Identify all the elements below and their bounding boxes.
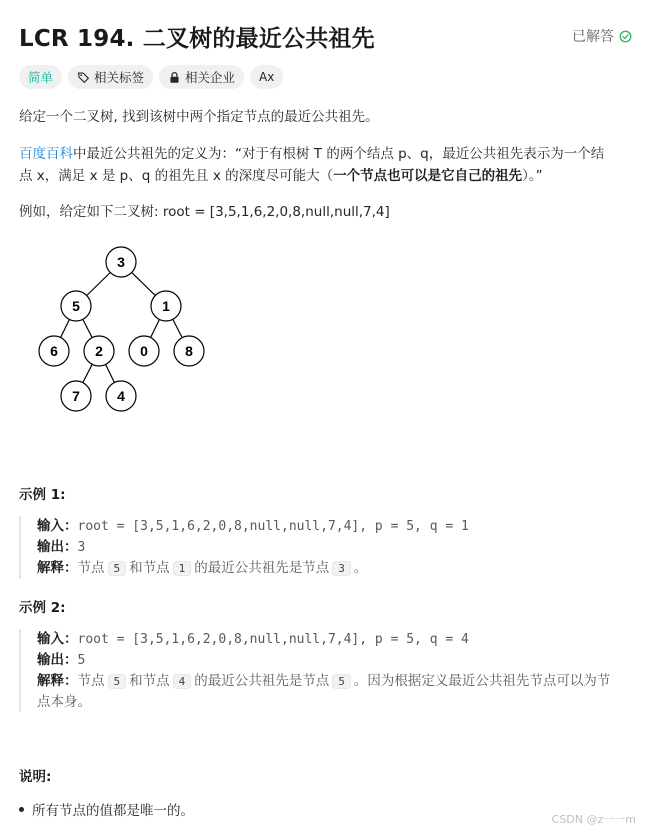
example-output-row — [37, 537, 639, 558]
example-intro: 例如，给定如下二叉树: root = [3,5,1,6,2,0,8,null,null,7,4] — [19, 204, 390, 220]
notes-title: 说明: — [19, 769, 52, 785]
lock-icon — [168, 71, 181, 84]
tree-node — [106, 381, 136, 411]
solved-label: 已解答 — [572, 29, 614, 45]
binary-tree-diagram — [33, 240, 223, 420]
intro-text: 给定一个二叉树, 找到该树中两个指定节点的最近公共祖先。 — [19, 109, 379, 125]
bullet-icon — [19, 807, 24, 812]
inline-code: 5 — [108, 561, 127, 576]
tree-node — [106, 247, 136, 277]
watermark: CSDN @z一一m — [551, 813, 636, 826]
problem-title: LCR 194. 二叉树的最近公共祖先 — [19, 26, 375, 52]
svg-text:2: 2 — [95, 343, 103, 359]
definition-bold: 一个节点也可以是它自己的祖先 — [333, 168, 523, 184]
explain-text: 和节点 — [129, 673, 170, 689]
notes-list-item — [19, 799, 194, 819]
inline-code: 4 — [173, 674, 192, 689]
svg-text:1: 1 — [162, 298, 170, 314]
solved-status — [572, 26, 632, 46]
output-label: 输出： — [37, 652, 78, 668]
tree-node — [129, 336, 159, 366]
related-tags-label: 相关标签 — [94, 70, 145, 85]
input-value: root = [3,5,1,6,2,0,8,null,null,7,4], p = 5, q = 1 — [77, 519, 469, 534]
tree-node — [61, 381, 91, 411]
input-label: 输入： — [37, 518, 78, 534]
tree-node — [174, 336, 204, 366]
related-companies-label: 相关企业 — [185, 70, 236, 85]
svg-text:8: 8 — [185, 343, 193, 359]
explain-text: 点本身。 — [37, 694, 91, 710]
example-2-block — [19, 629, 639, 712]
difficulty-label: 简单 — [28, 70, 54, 85]
explain-text: 节点 — [77, 673, 105, 689]
example-2-title: 示例 2: — [19, 600, 66, 616]
example-explain-row-cont — [37, 692, 639, 712]
definition-text-1: 中最近公共祖先的定义为：“对于有根树 T 的两个结点 p、q，最近公共祖先表示为一个结 — [73, 146, 605, 162]
explain-text: 。因为根据定义最近公共祖先节点可以为节 — [353, 673, 611, 689]
definition-end: ）。” — [522, 168, 543, 184]
tree-node — [39, 336, 69, 366]
example-explain-row — [37, 558, 639, 579]
definition-paragraph — [19, 143, 639, 187]
explain-text: 的最近公共祖先是节点 — [194, 560, 330, 576]
check-circle-icon — [619, 30, 632, 43]
difficulty-badge[interactable] — [19, 65, 62, 89]
example-output-row — [37, 650, 639, 671]
inline-code: 5 — [108, 674, 127, 689]
output-label: 输出： — [37, 539, 78, 555]
explain-label: 解释： — [37, 673, 78, 689]
output-value: 3 — [77, 540, 86, 555]
tree-node — [61, 291, 91, 321]
explain-text: 的最近公共祖先是节点 — [194, 673, 330, 689]
definition-text-2: 点 x，满足 x 是 p、q 的祖先且 x 的深度尽可能大（ — [19, 168, 334, 184]
example-input-row — [37, 629, 639, 650]
svg-text:6: 6 — [50, 343, 58, 359]
example-explain-row — [37, 671, 639, 692]
tag-icon — [77, 71, 90, 84]
tree-node — [151, 291, 181, 321]
related-tags-button[interactable] — [68, 65, 153, 89]
baike-link[interactable]: 百度百科 — [19, 146, 73, 162]
inline-code: 3 — [332, 561, 351, 576]
svg-text:5: 5 — [72, 298, 80, 314]
explain-label: 解释： — [37, 560, 78, 576]
example-1-title: 示例 1: — [19, 487, 66, 503]
notes-item-text: 所有节点的值都是唯一的。 — [32, 803, 194, 819]
input-value: root = [3,5,1,6,2,0,8,null,null,7,4], p = 5, q = 4 — [77, 632, 469, 647]
svg-text:7: 7 — [72, 388, 80, 404]
explain-text: 。 — [353, 560, 368, 576]
translate-icon: Ax — [259, 70, 275, 84]
related-companies-button[interactable] — [159, 65, 244, 89]
svg-text:3: 3 — [117, 254, 125, 270]
inline-code: 1 — [173, 561, 192, 576]
output-value: 5 — [77, 653, 86, 668]
explain-text: 节点 — [77, 560, 105, 576]
inline-code: 5 — [332, 674, 351, 689]
explain-text: 和节点 — [129, 560, 170, 576]
example-input-row — [37, 516, 639, 537]
input-label: 输入： — [37, 631, 78, 647]
tag-bar — [19, 65, 283, 89]
svg-text:4: 4 — [117, 388, 125, 404]
translate-button[interactable] — [250, 65, 283, 89]
svg-text:0: 0 — [140, 343, 148, 359]
tree-node — [84, 336, 114, 366]
example-1-block — [19, 516, 639, 579]
